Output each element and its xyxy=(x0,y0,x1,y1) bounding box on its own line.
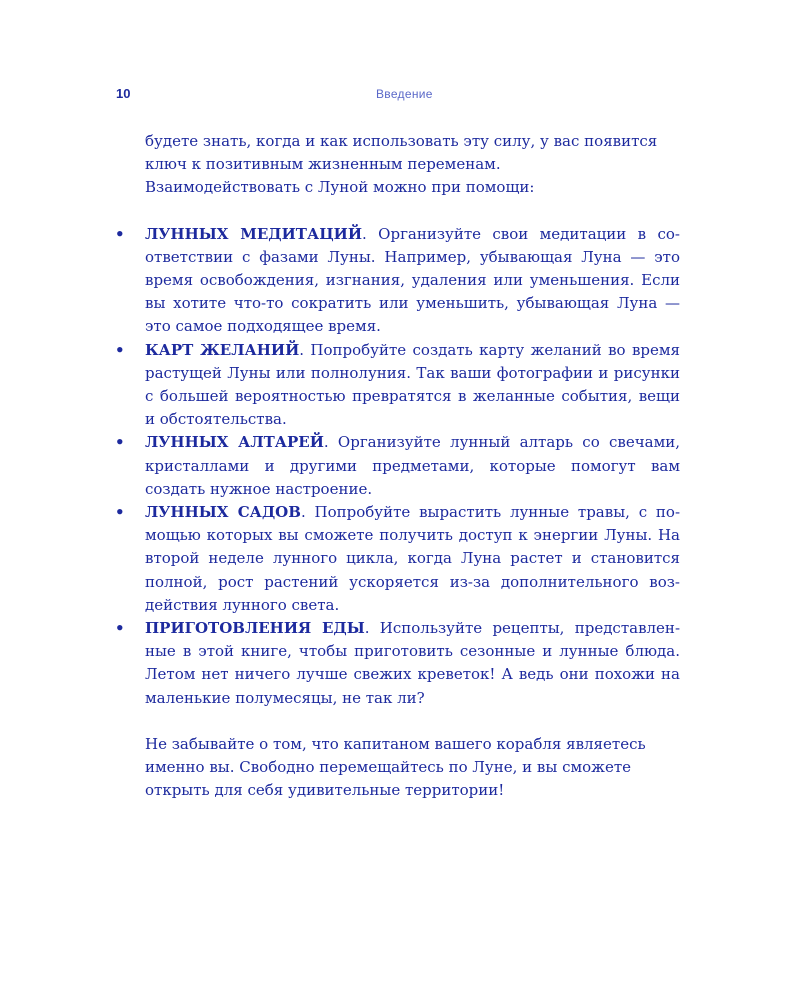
intro-line: будете знать, когда и как использовать эту силу, у вас появится xyxy=(145,132,658,150)
list-item-term: ПРИГОТОВЛЕНИЯ ЕДЫ xyxy=(145,619,365,638)
bullet-icon: • xyxy=(115,433,125,452)
closing-line: именно вы. Свободно перемещайтесь по Луне, и вы сможете xyxy=(145,758,632,777)
list-item-text: . Попробуйте создать карту желаний во время растущей Луны или полнолуния. Так ваши фотографии и рисунки с большей вероятностью превратятся в желанные события, вещи и обстоятельства. xyxy=(145,340,680,429)
list-item-altars xyxy=(115,431,681,501)
method-list xyxy=(115,223,681,710)
list-item-cooking xyxy=(115,617,681,710)
bullet-icon: • xyxy=(115,503,125,522)
page-body xyxy=(115,130,681,802)
list-item-gardens xyxy=(115,501,681,617)
closing-line: открыть для себя удивительные территории! xyxy=(145,781,505,800)
list-item-term: ЛУННЫХ САДОВ xyxy=(145,503,301,522)
list-item-meditations xyxy=(115,223,680,339)
list-item-text: . Попробуйте вырастить лунные травы, с помощью которых вы сможете получить доступ к энергии Луны. На второй неделе лунного цикла, когда Луна растет и становится полной, рост растений ускоряется из-за дополнительного воздействия лунного света. xyxy=(145,503,681,614)
list-item-term: ЛУННЫХ МЕДИТАЦИЙ xyxy=(145,224,363,243)
list-item-term: ЛУННЫХ АЛТАРЕЙ xyxy=(145,433,324,452)
closing-line: Не забывайте о том, что капитаном вашего корабля являетесь xyxy=(145,734,646,753)
page-header xyxy=(116,86,684,106)
bullet-icon: • xyxy=(115,224,125,243)
intro-line: Взаимодействовать с Луной можно при помощи: xyxy=(145,178,535,197)
intro-line: ключ к позитивным жизненным переменам. xyxy=(145,155,501,174)
page-number: 10 xyxy=(116,86,131,101)
list-item-text: . Организуйте лунный алтарь со свечами, кристаллами и другими предметами, которые помогут вам создать нужное настроение. xyxy=(145,433,681,498)
list-item-text: . Используйте рецепты, представленные в этой книге, чтобы приготовить сезонные и лунные блюда. Летом нет ничего лучше свежих креветок! А ведь они похожи на маленькие полумесяцы, не так ли? xyxy=(145,619,681,707)
list-item-text: . Организуйте свои медитации в соответствии с фазами Луны. Например, убывающая Луна — это время освобождения, изгнания, удаления или уменьшения. Если вы хотите что-то сократить или уменьшить, убывающая Луна — это самое подходящее время. xyxy=(145,224,680,336)
list-item-wish-maps xyxy=(115,339,680,432)
bullet-icon: • xyxy=(115,619,125,638)
bullet-icon: • xyxy=(115,340,125,359)
closing-paragraph xyxy=(145,733,680,803)
intro-paragraph xyxy=(145,130,680,200)
running-title: Введение xyxy=(376,87,433,101)
list-item-term: КАРТ ЖЕЛАНИЙ xyxy=(145,340,300,359)
